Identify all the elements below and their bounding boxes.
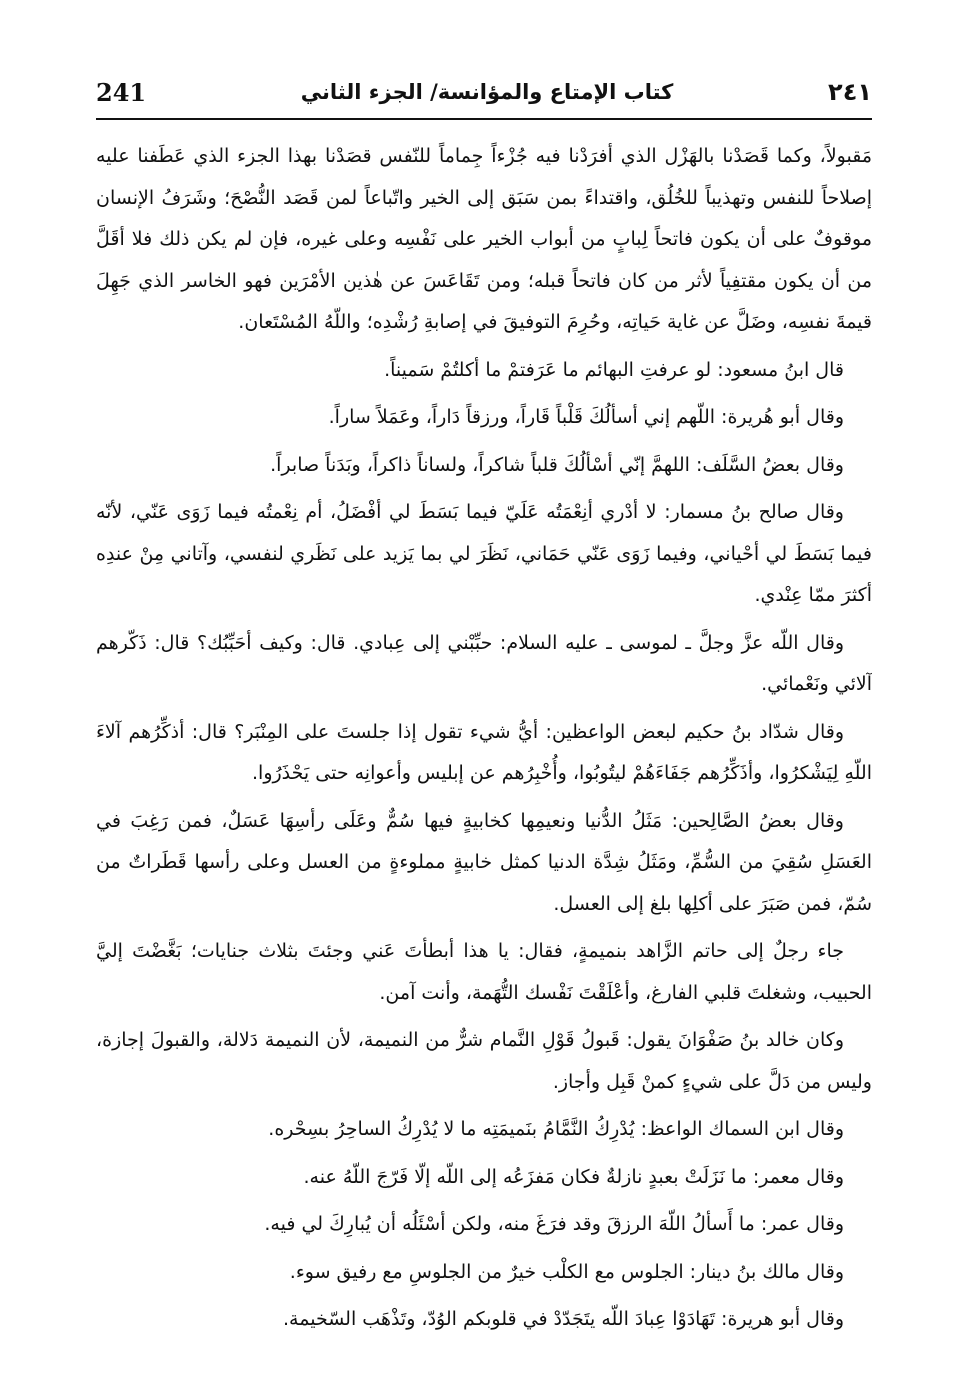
page-number-arabic: ٢٤١ xyxy=(828,78,872,106)
paragraph-shaddad-ibn-hakim: وقال شدّاد بنُ حكيم لبعض الواعظين: أيُّ شيء تقول إذا جلستَ على المِنْبَر؟ قال: أذكِّرُهم آلاءَ اللّهِ لِيَشْكرُوا، وأذَكِّرُهم جَفَاءَهُمْ ليتُوبُوا، وأُخْبِرُهم عن إبليس وأعوانِه حتى يَحْذَرُوا. xyxy=(96,720,872,784)
body-text xyxy=(96,136,872,1368)
paragraph-salih-ibn-mismar: وقال صالح بنُ مسمار: لا أدْري أنِعْمَتُه عَلَيّ فيما بَسَطَ لي أفْضَلُ، أم نِعْمتُه فيما زَوَى عَنّي، لأنّه فيما بَسَطَ لي أحْياني، وفيما زَوَى عَنّي حَمَاني، نَظَرَ لي بما يَزيد على نَظَري لنفسي، وآتاني مِنْ عندِه أكثرَ ممّا عِنْدي. xyxy=(96,501,872,606)
paragraph-ibn-al-sammak: وقال ابن السماك الواعظ: يُدْرِكُ النَّمَّامُ بنَميمَتِه ما لا يُدْرِكُ الساحِرُ بسِحْره. xyxy=(268,1118,844,1140)
paragraph-continuation: مَقبولاً، وكما قَصَدْنا بالهَزْل الذي أفرَدْنا فيه جُزْءاً جِماماً للنّفس قصَدْنا بهذا الجزء الذي عَطَفنا عليه إصلاحاً للنفس وتهذيباً للخُلُق، واقتداءً بمن سَبَق إلى الخير واتّباعاً لمن قَصَد النُّصْحَ؛ وشَرَفُ الإنسان موقوفٌ على أن يكون فاتحاً لِبابٍ من أبواب الخير على نَفْسِه وعلى غيره، فإن لم يكن ذلك فلا أقَلَّ من أن يكون مقتفِياً لأثر من كان فاتحاً قبله؛ ومن تَقَاعَسَ عن هٰذين الأمْرَين فهو الخاسر الذي جَهِلَ قيمةَ نفسِه، وضَلَّ عن غاية حَياتِه، وحُرِمَ التوفيقَ في إصابةِ رُشْدِه؛ واللّهُ المُسْتَعان. xyxy=(96,145,872,333)
paragraph-abu-hurayra-gifts: وقال أبو هريرة: تَهَادَوْا عِبادَ اللّه يتَجَدّدْ في قلوبكم الوُدّ، وتَذْهَب السّخيمة. xyxy=(283,1308,844,1330)
paragraph-righteous-saying: وقال بعضُ الصَّالِحين: مَثَلُ الدُّنيا ونعيمِها كخابيةٍ فيها سُمٌّ وعَلَى رأسِهَا عَسَلٌ، فمن رَغِبَ في العَسَلِ سُقِيَ من السُّمِّ، ومَثَلُ شِدَّة الدنيا كمثل خابيةٍ مملوءةٍ من العسل وعلى رأسها قَطَراتٌ من سُمّ، فمن صَبَرَ على أكلِها بلغ إلى العسل. xyxy=(96,809,872,915)
paragraph-allah-to-musa: وقال اللّه عزَّ وجلَّ ـ لموسى ـ عليه السلام: حبِّبْني إلى عِبادي. قال: وكيف أحَبِّبُك؟ قال: ذَكّرهم آلائي ونَعْمائي. xyxy=(96,631,872,695)
paragraph-salaf-prayer: وقال بعضُ السَّلَف: اللهمَّ إنّي أسْألُكَ قلباً شاكراً، ولساناً ذاكراً، وبَدَناً صابراً. xyxy=(270,453,844,476)
running-title: كتاب الإمتاع والمؤانسة/ الجزء الثاني xyxy=(300,80,674,104)
paragraph-umar: وقال عمر: ما أَسألُ اللّهَ الرزقَ وقد فرَغَ منه، ولكن أسْئَلُه أن يُبارِكَ لي فيه. xyxy=(264,1213,844,1235)
page-number-latin: 241 xyxy=(96,77,147,107)
paragraph-malik-ibn-dinar: وقال مالك بنُ دينار: الجلوس مع الكلْب خيرٌ من الجلوسِ مع رفيق سوء. xyxy=(289,1260,844,1283)
paragraph-abu-hurayra-prayer: وقال أبو هُريرة: اللّهم إني أسألُكَ قَلْباً قَاراً، ورزقاً دَاراً، وعَمَلاً ساراً. xyxy=(328,406,844,428)
paragraph-mamar: وقال معمر: ما نَزَلَتْ بعبدٍ نازلةٌ فكان مَفزَعُه إلى اللّه إلّا فَرّجَ اللّهُ عنه. xyxy=(303,1165,844,1188)
paragraph-hatim-al-zahid: جاء رجلٌ إلى حاتم الزَّاهد بنميمةٍ، فقال: يا هذا أبطأتَ عَني وجئتَ بثلاث جنايات؛ بَغَّضْتَ إليَّ الحبيب، وشغلتَ قلبي الفارغ، وأعْلَقْتَ نَفْسك التُّهَمة، وأنت آمن. xyxy=(96,940,872,1004)
paragraph-ibn-masud: قال ابنُ مسعود: لو عرفتِ البهائم ما عَرَفتمْ ما أكلتُمْ سَميناً. xyxy=(384,358,844,381)
page-header xyxy=(96,70,872,114)
header-rule xyxy=(96,118,872,120)
paragraph-khalid-ibn-safwan: وكان خالد بنُ صَفْوَانَ يقول: قَبولُ قَوْلِ النَّمام شرٌّ من النميمة، لأن النميمة دَلالة، والقبولَ إجازة، وليس من دَلَّ على شيءٍ كمنْ قَبِل وأجاز. xyxy=(96,1029,872,1093)
